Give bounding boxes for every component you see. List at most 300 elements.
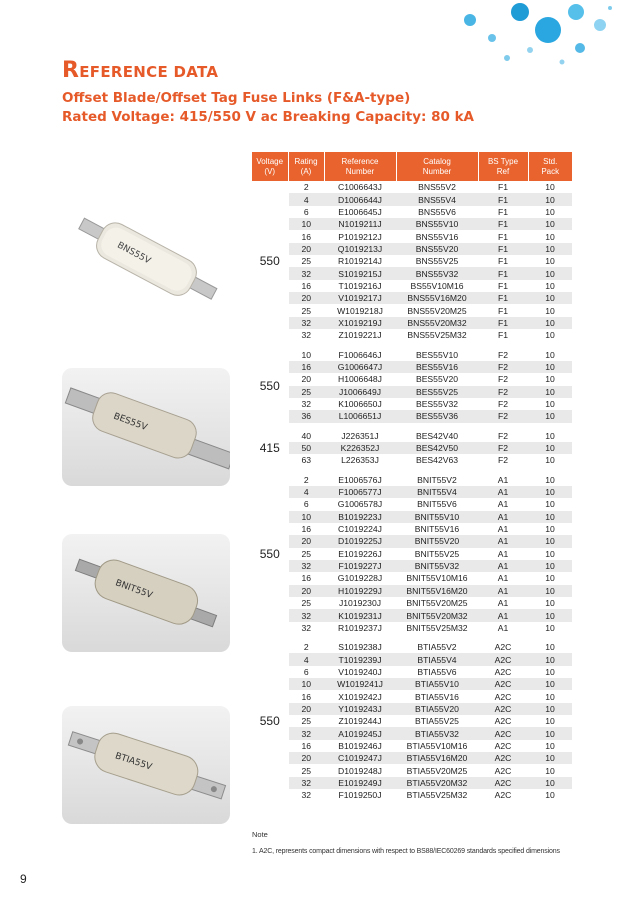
table-row — [252, 361, 572, 373]
std-pack-cell: 10 — [528, 511, 572, 523]
catalog-number-cell: BTIA55V16 — [396, 690, 478, 702]
catalog-number-cell: BNS55V16 — [396, 230, 478, 242]
std-pack-cell: 10 — [528, 474, 572, 486]
bs-type-cell: A2C — [478, 789, 528, 801]
reference-number-cell: R1019237J — [324, 622, 396, 634]
table-row — [252, 548, 572, 560]
catalog-number-cell: BES42V40 — [396, 430, 478, 442]
bs-type-cell: A1 — [478, 597, 528, 609]
table-row — [252, 609, 572, 621]
catalog-number-cell: BTIA55V20M32 — [396, 777, 478, 789]
reference-number-cell: E1019226J — [324, 548, 396, 560]
bs-type-cell: F1 — [478, 267, 528, 279]
bs-type-cell: A2C — [478, 653, 528, 665]
catalog-number-cell: BES55V32 — [396, 398, 478, 410]
fuse-link-offset-blade-icon — [62, 190, 230, 330]
bs-type-cell: F1 — [478, 193, 528, 205]
table-row — [252, 255, 572, 267]
reference-data-table — [252, 152, 572, 802]
catalog-number-cell: BES55V16 — [396, 361, 478, 373]
table-row — [252, 410, 572, 422]
reference-number-cell: E1006645J — [324, 206, 396, 218]
std-pack-cell: 10 — [528, 317, 572, 329]
catalog-number-cell: BES42V50 — [396, 442, 478, 454]
bs-type-cell: A1 — [478, 560, 528, 572]
table-row — [252, 572, 572, 584]
catalog-number-cell: BES42V63 — [396, 454, 478, 466]
table-row — [252, 789, 572, 801]
bs-type-cell: F1 — [478, 230, 528, 242]
svg-text:BTIA55V: BTIA55V — [113, 751, 154, 773]
bs-type-cell: F2 — [478, 430, 528, 442]
std-pack-cell: 10 — [528, 560, 572, 572]
reference-number-cell: X1019242J — [324, 690, 396, 702]
reference-number-cell: N1019211J — [324, 218, 396, 230]
reference-number-cell: Z1019244J — [324, 715, 396, 727]
reference-number-cell: J226351J — [324, 430, 396, 442]
bs-type-cell: A2C — [478, 641, 528, 653]
rating-cell: 20 — [288, 535, 324, 547]
reference-number-cell: D1019248J — [324, 764, 396, 776]
catalog-number-cell: BNIT55V16 — [396, 523, 478, 535]
catalog-number-cell: BNIT55V25 — [396, 548, 478, 560]
reference-number-cell: L226353J — [324, 454, 396, 466]
header-catalog-number: Catalog Number — [396, 152, 478, 181]
rating-cell: 32 — [288, 560, 324, 572]
catalog-number-cell: BNS55V20 — [396, 243, 478, 255]
reference-number-cell: B1019223J — [324, 511, 396, 523]
catalog-number-cell: BTIA55V25 — [396, 715, 478, 727]
reference-number-cell: C1006643J — [324, 181, 396, 193]
table-row — [252, 230, 572, 242]
bs-type-cell: F1 — [478, 317, 528, 329]
catalog-number-cell: BES55V36 — [396, 410, 478, 422]
table-header-row — [252, 152, 572, 181]
table-row — [252, 678, 572, 690]
table-row — [252, 486, 572, 498]
catalog-number-cell: BNS55V20M32 — [396, 317, 478, 329]
bs-type-cell: A2C — [478, 690, 528, 702]
reference-number-cell: C1019247J — [324, 752, 396, 764]
rating-cell: 63 — [288, 454, 324, 466]
catalog-number-cell: BTIA55V32 — [396, 727, 478, 739]
std-pack-cell: 10 — [528, 181, 572, 193]
catalog-number-cell: BTIA55V20 — [396, 703, 478, 715]
catalog-number-cell: BTIA55V25M32 — [396, 789, 478, 801]
catalog-number-cell: BTIA55V6 — [396, 666, 478, 678]
table-row — [252, 206, 572, 218]
table-row — [252, 373, 572, 385]
reference-number-cell: Y1019243J — [324, 703, 396, 715]
bs-type-cell: F1 — [478, 255, 528, 267]
reference-number-cell: V1019217J — [324, 292, 396, 304]
std-pack-cell: 10 — [528, 777, 572, 789]
catalog-number-cell: BNS55V16M20 — [396, 292, 478, 304]
std-pack-cell: 10 — [528, 703, 572, 715]
header-rating: Rating (A) — [288, 152, 324, 181]
rating-cell: 16 — [288, 690, 324, 702]
reference-number-cell: T1019239J — [324, 653, 396, 665]
voltage-cell: 550 — [252, 474, 288, 634]
reference-number-cell: G1006647J — [324, 361, 396, 373]
rating-cell: 2 — [288, 181, 324, 193]
table-row — [252, 329, 572, 341]
reference-number-cell: V1019240J — [324, 666, 396, 678]
rating-cell: 32 — [288, 727, 324, 739]
table-row — [252, 740, 572, 752]
std-pack-cell: 10 — [528, 740, 572, 752]
std-pack-cell: 10 — [528, 386, 572, 398]
catalog-number-cell: BNIT55V16M20 — [396, 585, 478, 597]
reference-number-cell: K1019231J — [324, 609, 396, 621]
std-pack-cell: 10 — [528, 548, 572, 560]
rating-cell: 32 — [288, 267, 324, 279]
fuse-link-offset-tag-icon-2 — [62, 706, 230, 824]
std-pack-cell: 10 — [528, 597, 572, 609]
table-row — [252, 280, 572, 292]
header-reference-number: Reference Number — [324, 152, 396, 181]
table-row — [252, 386, 572, 398]
catalog-number-cell: BNIT55V32 — [396, 560, 478, 572]
note-text: 1. A2C, represents compact dimensions with respect to BS88/IEC60269 standards specified dimensions — [252, 848, 560, 855]
table-row — [252, 454, 572, 466]
reference-number-cell: D1006644J — [324, 193, 396, 205]
bs-type-cell: A1 — [478, 585, 528, 597]
catalog-number-cell: BNIT55V20M25 — [396, 597, 478, 609]
svg-text:BNIT55V: BNIT55V — [113, 578, 154, 601]
table-row — [252, 597, 572, 609]
std-pack-cell: 10 — [528, 523, 572, 535]
catalog-number-cell: BNIT55V4 — [396, 486, 478, 498]
rating-cell: 16 — [288, 740, 324, 752]
bs-type-cell: F1 — [478, 292, 528, 304]
table-row — [252, 243, 572, 255]
std-pack-cell: 10 — [528, 486, 572, 498]
std-pack-cell: 10 — [528, 690, 572, 702]
group-spacer — [252, 634, 572, 641]
catalog-number-cell: BNIT55V10M16 — [396, 572, 478, 584]
std-pack-cell: 10 — [528, 430, 572, 442]
table-row — [252, 666, 572, 678]
std-pack-cell: 10 — [528, 361, 572, 373]
rating-cell: 16 — [288, 361, 324, 373]
bs-type-cell: A2C — [478, 752, 528, 764]
rating-cell: 6 — [288, 206, 324, 218]
rating-cell: 32 — [288, 329, 324, 341]
catalog-number-cell: BNS55V10 — [396, 218, 478, 230]
table-row — [252, 653, 572, 665]
rating-cell: 6 — [288, 666, 324, 678]
catalog-number-cell: BES55V20 — [396, 373, 478, 385]
rating-cell: 20 — [288, 703, 324, 715]
rating-cell: 32 — [288, 789, 324, 801]
subtitle-fuse-type: Offset Blade/Offset Tag Fuse Links (F&A-type) — [62, 90, 411, 106]
catalog-number-cell: BNS55V4 — [396, 193, 478, 205]
catalog-number-cell: BTIA55V20M25 — [396, 764, 478, 776]
rating-cell: 25 — [288, 764, 324, 776]
reference-number-cell: H1019229J — [324, 585, 396, 597]
rating-cell: 36 — [288, 410, 324, 422]
table-row — [252, 777, 572, 789]
std-pack-cell: 10 — [528, 304, 572, 316]
reference-number-cell: P1019212J — [324, 230, 396, 242]
std-pack-cell: 10 — [528, 218, 572, 230]
catalog-number-cell: BTIA55V10 — [396, 678, 478, 690]
rating-cell: 25 — [288, 386, 324, 398]
table-row — [252, 304, 572, 316]
std-pack-cell: 10 — [528, 678, 572, 690]
reference-number-cell: S1019215J — [324, 267, 396, 279]
bs-type-cell: A1 — [478, 548, 528, 560]
reference-number-cell: R1019214J — [324, 255, 396, 267]
group-spacer-cell — [252, 467, 572, 474]
catalog-number-cell: BNIT55V2 — [396, 474, 478, 486]
std-pack-cell: 10 — [528, 230, 572, 242]
std-pack-cell: 10 — [528, 641, 572, 653]
rating-cell: 4 — [288, 653, 324, 665]
bs-type-cell: F1 — [478, 181, 528, 193]
bs-type-cell: F2 — [478, 410, 528, 422]
table-row — [252, 764, 572, 776]
rating-cell: 10 — [288, 348, 324, 360]
std-pack-cell: 10 — [528, 373, 572, 385]
reference-number-cell: F1006646J — [324, 348, 396, 360]
table-row — [252, 348, 572, 360]
table-row — [252, 715, 572, 727]
bs-type-cell: A1 — [478, 486, 528, 498]
std-pack-cell: 10 — [528, 206, 572, 218]
svg-text:BES55V: BES55V — [111, 411, 149, 434]
catalog-number-cell: BNIT55V6 — [396, 498, 478, 510]
fuse-link-bolted-icon — [62, 534, 230, 652]
rating-cell: 32 — [288, 622, 324, 634]
table-row — [252, 727, 572, 739]
rating-cell: 20 — [288, 752, 324, 764]
group-spacer-cell — [252, 341, 572, 348]
reference-number-cell: F1006577J — [324, 486, 396, 498]
voltage-cell: 415 — [252, 430, 288, 467]
bs-type-cell: F1 — [478, 206, 528, 218]
rating-cell: 6 — [288, 498, 324, 510]
table-row — [252, 641, 572, 653]
group-spacer — [252, 467, 572, 474]
reference-number-cell: L1006651J — [324, 410, 396, 422]
rating-cell: 4 — [288, 486, 324, 498]
bs-type-cell: A1 — [478, 535, 528, 547]
bs-type-cell: A2C — [478, 740, 528, 752]
bs-type-cell: A2C — [478, 727, 528, 739]
std-pack-cell: 10 — [528, 193, 572, 205]
catalog-number-cell: BNS55V6 — [396, 206, 478, 218]
bs-type-cell: A2C — [478, 678, 528, 690]
rating-cell: 2 — [288, 641, 324, 653]
rating-cell: 32 — [288, 777, 324, 789]
bs-type-cell: F2 — [478, 442, 528, 454]
table-row — [252, 511, 572, 523]
table-row — [252, 193, 572, 205]
rating-cell: 50 — [288, 442, 324, 454]
group-spacer-cell — [252, 634, 572, 641]
bs-type-cell: F2 — [478, 373, 528, 385]
bs-type-cell: F2 — [478, 454, 528, 466]
std-pack-cell: 10 — [528, 255, 572, 267]
std-pack-cell: 10 — [528, 329, 572, 341]
rating-cell: 25 — [288, 304, 324, 316]
std-pack-cell: 10 — [528, 280, 572, 292]
reference-number-cell: F1019250J — [324, 789, 396, 801]
reference-number-cell: D1019225J — [324, 535, 396, 547]
catalog-number-cell: BES55V25 — [396, 386, 478, 398]
reference-number-cell: E1006576J — [324, 474, 396, 486]
catalog-number-cell: BNS55V20M25 — [396, 304, 478, 316]
rating-cell: 16 — [288, 230, 324, 242]
note-label: Note — [252, 830, 268, 839]
catalog-number-cell: BNS55V32 — [396, 267, 478, 279]
std-pack-cell: 10 — [528, 622, 572, 634]
bs-type-cell: F1 — [478, 329, 528, 341]
bs-type-cell: A2C — [478, 777, 528, 789]
reference-number-cell: S1019238J — [324, 641, 396, 653]
reference-number-cell: W1019241J — [324, 678, 396, 690]
std-pack-cell: 10 — [528, 572, 572, 584]
bs-type-cell: F1 — [478, 304, 528, 316]
header-std-pack: Std. Pack — [528, 152, 572, 181]
bs-type-cell: F2 — [478, 386, 528, 398]
rating-cell: 10 — [288, 511, 324, 523]
table-row — [252, 585, 572, 597]
rating-cell: 16 — [288, 572, 324, 584]
std-pack-cell: 10 — [528, 535, 572, 547]
svg-text:BNS55V: BNS55V — [115, 240, 153, 267]
reference-number-cell: F1019227J — [324, 560, 396, 572]
std-pack-cell: 10 — [528, 410, 572, 422]
table-row — [252, 267, 572, 279]
std-pack-cell: 10 — [528, 585, 572, 597]
header-bs-type-ref: BS Type Ref — [478, 152, 528, 181]
bs-type-cell: A1 — [478, 523, 528, 535]
std-pack-cell: 10 — [528, 752, 572, 764]
rating-cell: 25 — [288, 597, 324, 609]
table-row — [252, 703, 572, 715]
reference-number-cell: K1006650J — [324, 398, 396, 410]
reference-number-cell: T1019216J — [324, 280, 396, 292]
reference-number-cell: B1019246J — [324, 740, 396, 752]
table-row — [252, 317, 572, 329]
std-pack-cell: 10 — [528, 442, 572, 454]
std-pack-cell: 10 — [528, 292, 572, 304]
bs-type-cell: F1 — [478, 280, 528, 292]
group-spacer — [252, 341, 572, 348]
std-pack-cell: 10 — [528, 715, 572, 727]
page-number: 9 — [20, 872, 27, 886]
reference-number-cell: J1019230J — [324, 597, 396, 609]
table-row — [252, 622, 572, 634]
std-pack-cell: 10 — [528, 764, 572, 776]
bs-type-cell: F1 — [478, 243, 528, 255]
bs-type-cell: F2 — [478, 398, 528, 410]
bs-type-cell: A2C — [478, 715, 528, 727]
reference-number-cell: A1019245J — [324, 727, 396, 739]
reference-number-cell: G1006578J — [324, 498, 396, 510]
rating-cell: 20 — [288, 243, 324, 255]
rating-cell: 32 — [288, 398, 324, 410]
fuse-link-offset-tag-icon — [62, 368, 230, 486]
header-voltage: Voltage (V) — [252, 152, 288, 181]
reference-number-cell: C1019224J — [324, 523, 396, 535]
group-spacer — [252, 423, 572, 430]
catalog-number-cell: BNIT55V25M32 — [396, 622, 478, 634]
catalog-number-cell: BNS55V25M32 — [396, 329, 478, 341]
catalog-number-cell: BNIT55V10 — [396, 511, 478, 523]
reference-number-cell: X1019219J — [324, 317, 396, 329]
rating-cell: 16 — [288, 523, 324, 535]
voltage-cell: 550 — [252, 181, 288, 341]
catalog-number-cell: BTIA55V10M16 — [396, 740, 478, 752]
rating-cell: 32 — [288, 317, 324, 329]
table-row — [252, 398, 572, 410]
bs-type-cell: A2C — [478, 764, 528, 776]
bs-type-cell: A2C — [478, 666, 528, 678]
catalog-number-cell: BNS55V25 — [396, 255, 478, 267]
std-pack-cell: 10 — [528, 789, 572, 801]
table-row — [252, 690, 572, 702]
rating-cell: 25 — [288, 715, 324, 727]
bs-type-cell: A1 — [478, 498, 528, 510]
bs-type-cell: F2 — [478, 361, 528, 373]
rating-cell: 25 — [288, 255, 324, 267]
voltage-cell: 550 — [252, 641, 288, 801]
table-row — [252, 442, 572, 454]
catalog-number-cell: BES55V10 — [396, 348, 478, 360]
reference-number-cell: E1019249J — [324, 777, 396, 789]
subtitle-ratings: Rated Voltage: 415/550 V ac Breaking Capacity: 80 kA — [62, 109, 475, 125]
catalog-number-cell: BTIA55V16M20 — [396, 752, 478, 764]
std-pack-cell: 10 — [528, 653, 572, 665]
group-spacer-cell — [252, 423, 572, 430]
bs-type-cell: A1 — [478, 609, 528, 621]
rating-cell: 20 — [288, 292, 324, 304]
rating-cell: 4 — [288, 193, 324, 205]
reference-number-cell: K226352J — [324, 442, 396, 454]
table-row — [252, 560, 572, 572]
std-pack-cell: 10 — [528, 498, 572, 510]
rating-cell: 20 — [288, 585, 324, 597]
table-row — [252, 430, 572, 442]
std-pack-cell: 10 — [528, 666, 572, 678]
table-row — [252, 474, 572, 486]
page-heading: REFERENCE DATA — [62, 58, 219, 83]
bs-type-cell: A1 — [478, 474, 528, 486]
catalog-number-cell: BS55V10M16 — [396, 280, 478, 292]
bs-type-cell: A2C — [478, 703, 528, 715]
table-row — [252, 181, 572, 193]
catalog-number-cell: BNIT55V20 — [396, 535, 478, 547]
table-row — [252, 218, 572, 230]
rating-cell: 10 — [288, 678, 324, 690]
reference-number-cell: W1019218J — [324, 304, 396, 316]
voltage-cell: 550 — [252, 348, 288, 422]
std-pack-cell: 10 — [528, 454, 572, 466]
table-row — [252, 498, 572, 510]
rating-cell: 32 — [288, 609, 324, 621]
std-pack-cell: 10 — [528, 398, 572, 410]
reference-number-cell: G1019228J — [324, 572, 396, 584]
rating-cell: 20 — [288, 373, 324, 385]
bs-type-cell: F2 — [478, 348, 528, 360]
table-row — [252, 752, 572, 764]
catalog-number-cell: BTIA55V4 — [396, 653, 478, 665]
rating-cell: 40 — [288, 430, 324, 442]
